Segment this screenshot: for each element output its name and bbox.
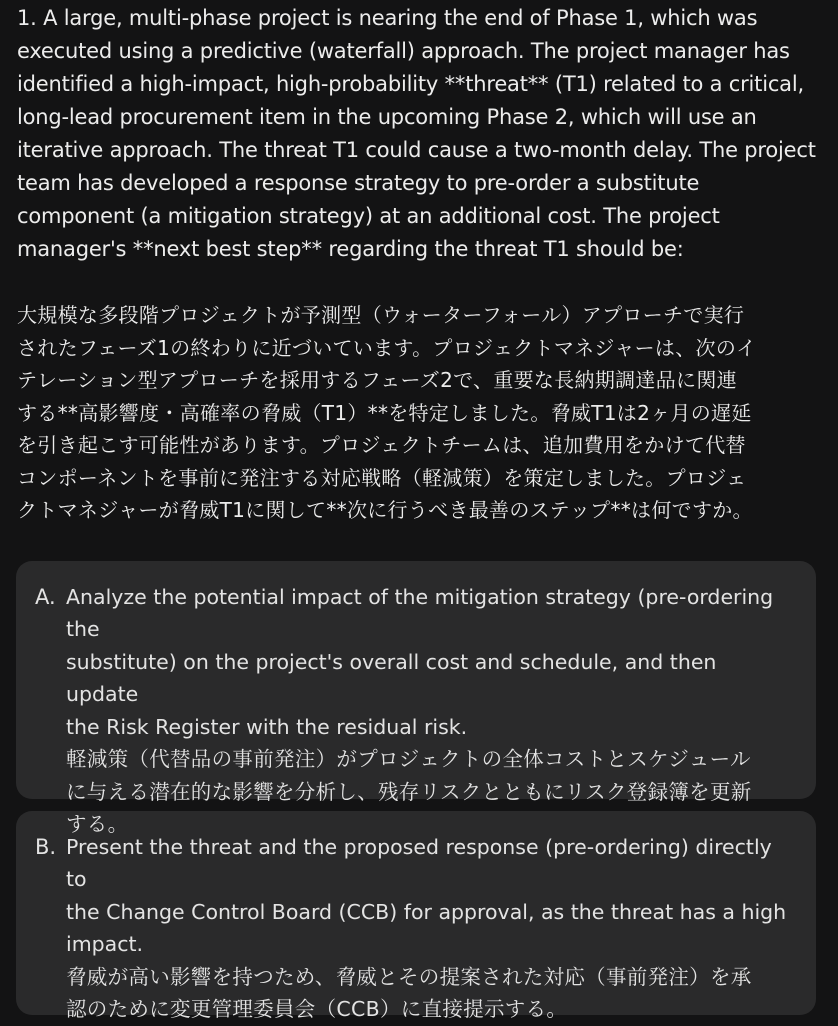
option-a-body <box>66 581 792 841</box>
option-a-letter: A. <box>35 584 56 609</box>
option-b-body <box>66 831 792 1026</box>
option-a-text-english: Analyze the potential impact of the mitigation strategy (pre-ordering the substitute) on the project's overall cost and schedule, and then update the Risk Register with the residual risk. <box>66 584 774 739</box>
answer-options <box>16 561 820 1021</box>
option-b-card[interactable] <box>16 811 816 1021</box>
option-b-text-english: Present the threat and the proposed response (pre-ordering) directly to the Change Control Board (CCB) for approval, as the threat has a high impact. <box>66 834 787 956</box>
option-a-card[interactable] <box>16 561 816 836</box>
option-a-text-japanese: 軽減策（代替品の事前発注）がプロジェクトの全体コストとスケジュール に与える潜在的な影響を分析し、残存リスクとともにリスク登録簿を更新 する。 <box>66 747 752 836</box>
option-b-letter: B. <box>35 834 57 859</box>
question-text-english: 1. A large, multi-phase project is nearing the end of Phase 1, which was executed using a predictive (waterfall) approach. The project manager has identified a high-impact, high-probability **threat** (T1) related to a critical, long-lead procurement item in the upcoming Phase 2, which will use an iterative approach. The threat T1 could cause a two-month delay. The project team has developed a response strategy to pre-order a substitute component (a mitigation strategy) at an additional cost. The project manager's **next best step** regarding the threat T1 should be: <box>17 6 816 261</box>
option-b-text-japanese: 脅威が高い影響を持つため、脅威とその提案された対応（事前発注）を承 認のために変更管理委員会（CCB）に直接提示する。 <box>66 964 752 1021</box>
question-text-japanese: 大規模な多段階プロジェクトが予測型（ウォーターフォール）アプローチで実行 されたフェーズ1の終わりに近づいています。プロジェクトマネジャーは、次のイ テレーション型アプローチを採用するフェーズ2で、重要な長納期調達品に関連 する**高影響度・高確率の脅威（T1）**を特定しました。脅威T1は2ヶ月の遅延 を引き起こす可能性があります。プロジェクトチームは、追加費用をかけて代替 コンポーネントを事前に発注する対応戦略（軽減策）を策定しました。プロジェ クトマネジャーが脅威T1に関して**次に行うべき最善のステップ**は何ですか。 <box>17 303 757 522</box>
